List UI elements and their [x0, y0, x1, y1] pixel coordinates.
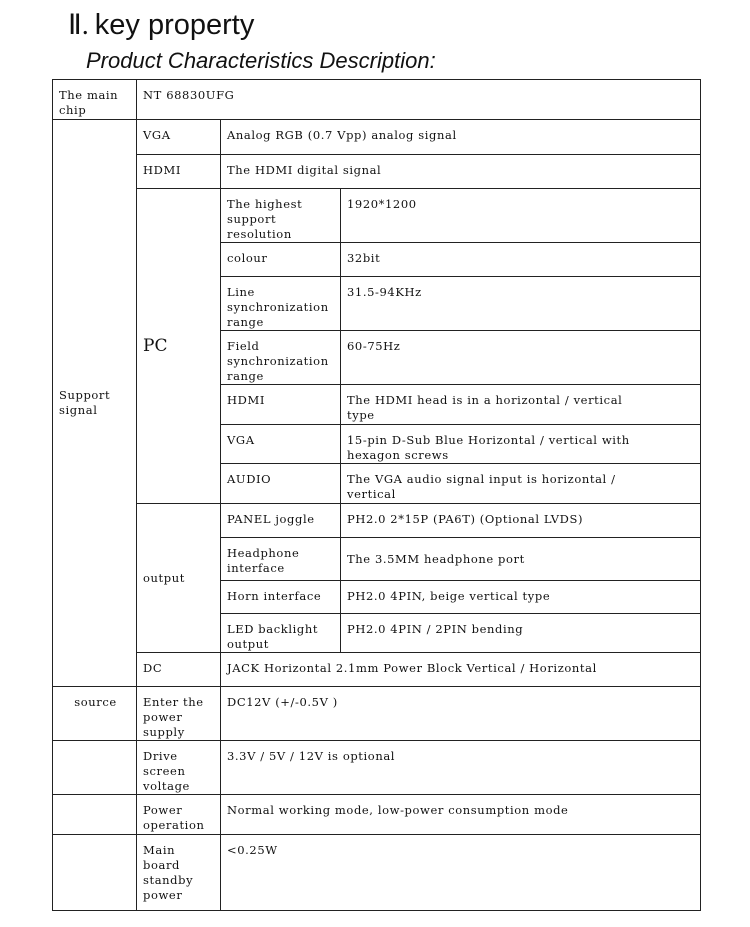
pc-spec-label: VGA: [227, 433, 255, 447]
table-row: [53, 120, 701, 155]
pc-spec-label: AUDIO: [227, 472, 272, 486]
source-spec-label: Main board standby power: [143, 843, 194, 902]
source-spec-label: Enter the power supply: [143, 695, 204, 739]
pc-spec-value: The VGA audio signal input is horizontal / vertical: [347, 472, 616, 501]
output-spec-label: Headphone interface: [227, 546, 300, 575]
output-spec-value: PH2.0 4PIN / 2PIN bending: [347, 622, 524, 636]
pc-spec-value: 32bit: [347, 251, 381, 265]
table-row: [53, 504, 701, 538]
pc-spec-value: 31.5-94KHz: [347, 285, 422, 299]
pc-spec-label: Line synchronization range: [227, 285, 329, 329]
dc-label: DC: [143, 661, 163, 675]
section-title: key property: [94, 9, 255, 41]
spec-table: [52, 79, 701, 911]
output-label: output: [143, 570, 185, 585]
pc-spec-value: 15-pin D-Sub Blue Horizontal / vertical with hexagon screws: [347, 433, 630, 462]
source-spec-value: 3.3V / 5V / 12V is optional: [227, 749, 396, 763]
hdmi-value: The HDMI digital signal: [227, 163, 382, 177]
output-spec-label: PANEL joggle: [227, 512, 315, 526]
pc-spec-label: colour: [227, 251, 268, 265]
source-spec-value: <0.25W: [227, 843, 278, 857]
pc-spec-label: Field synchronization range: [227, 339, 329, 383]
source-spec-label: Drive screen voltage: [143, 749, 190, 793]
output-spec-value: PH2.0 4PIN, beige vertical type: [347, 589, 551, 603]
hdmi-label: HDMI: [143, 163, 181, 177]
output-spec-label: LED backlight output: [227, 622, 319, 651]
table-row: [53, 189, 701, 243]
source-spec-label: Power operation: [143, 803, 205, 832]
section-subtitle: Product Characteristics Description:: [86, 48, 436, 73]
section-heading: [68, 8, 254, 42]
pc-spec-value: 1920*1200: [347, 197, 417, 211]
vga-value: Analog RGB (0.7 Vpp) analog signal: [227, 128, 457, 142]
pc-label: PC: [143, 335, 168, 356]
source-spec-value: DC12V (+/-0.5V ): [227, 695, 338, 709]
dc-value: JACK Horizontal 2.1mm Power Block Vertical / Horizontal: [227, 661, 597, 675]
main-chip-label: The main chip: [59, 88, 119, 117]
table-row: [53, 653, 701, 687]
source-spec-value: Normal working mode, low-power consumption mode: [227, 803, 569, 817]
table-row: [53, 155, 701, 189]
output-spec-label: Horn interface: [227, 589, 322, 603]
table-row: [53, 835, 701, 911]
section-numeral: Ⅱ.: [68, 10, 89, 41]
output-spec-value: The 3.5MM headphone port: [347, 551, 525, 566]
support-signal-label: Support signal: [59, 388, 111, 417]
main-chip-value: NT 68830UFG: [143, 88, 235, 102]
output-spec-value: PH2.0 2*15P (PA6T) (Optional LVDS): [347, 512, 584, 526]
table-row: [53, 795, 701, 835]
source-label: source: [74, 695, 117, 709]
vga-label: VGA: [143, 128, 171, 142]
pc-spec-value: 60-75Hz: [347, 339, 401, 353]
pc-spec-value: The HDMI head is in a horizontal / vertical type: [347, 393, 623, 422]
table-row: [53, 80, 701, 120]
table-row: [53, 687, 701, 741]
pc-spec-label: The highest support resolution: [227, 197, 303, 241]
pc-spec-label: HDMI: [227, 393, 265, 407]
table-row: [53, 741, 701, 795]
